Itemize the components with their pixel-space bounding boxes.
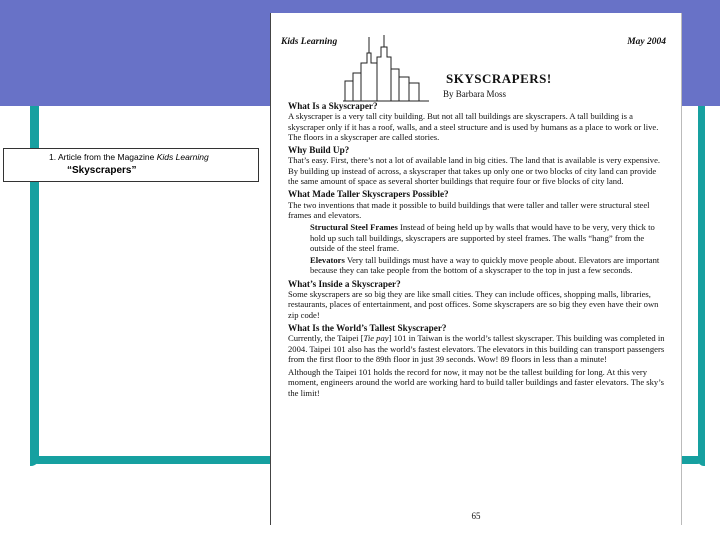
article-title: SKYSCRAPERS! [446, 71, 552, 86]
right-rail [698, 106, 705, 466]
article-body [288, 98, 668, 400]
caption-box [3, 148, 259, 182]
subsection-elevators [310, 255, 668, 276]
section-heading: What Is the World’s Tallest Skyscraper? [288, 322, 447, 333]
subsection-heading: Structural Steel Frames [310, 222, 398, 233]
section-text: A skyscraper is a very tall city building. But not all tall buildings are skyscrapers. A tall building is a skyscraper only if it has a roof, walls, and a steel structure and is used by humans as a place to work or live. The floors in a skyscraper are called stories. [288, 111, 659, 142]
subsection-text: Very tall buildings must have a way to quickly move people about. Elevators are important because they can take people from the bottom of a skyscraper to the top in just a few seconds. [310, 255, 660, 276]
subsection-text: Instead of being held up by walls that would have to be very, very thick to hold up such tall buildings, skyscrapers are supported by steel frames. The walls “hang” from the outside of the steel frame. [310, 222, 655, 253]
skyline-icon [343, 33, 433, 103]
article-page [270, 13, 682, 525]
issue-date: May 2004 [627, 37, 666, 47]
section-heading: Why Build Up? [288, 145, 350, 156]
section-heading: What’s Inside a Skyscraper? [288, 278, 401, 289]
subsection-heading: Elevators [310, 255, 345, 266]
article-byline: By Barbara Moss [443, 89, 506, 99]
section-heading: What Is a Skyscraper? [288, 101, 378, 111]
caption-prefix: 1. Article from the Magazine [49, 152, 157, 162]
article-header [281, 37, 666, 47]
caption-magazine: Kids Learning [156, 152, 209, 162]
magazine-name: Kids Learning [281, 37, 338, 47]
pronunciation: Tie pay [363, 333, 389, 344]
subsection-steel-frames [310, 222, 668, 253]
section-text: That’s easy. First, there’s not a lot of available land in big cities. The land that is available is very expensive. By building up instead of across, a skyscraper that takes up only one or two blocks of city land can provide the same amount of space as several shorter buildings that require four or five blocks of city land. [288, 155, 661, 187]
closing-paragraph: Although the Taipei 101 holds the record for now, it may not be the tallest building for long. At this very moment, engineers around the world are working hard to build taller buildings and faster elevators. The sky’s the limit! [288, 367, 664, 398]
caption-title: “Skyscrapers” [67, 165, 137, 176]
section-heading: What Made Taller Skyscrapers Possible? [288, 189, 449, 200]
text-fragment: ] 101 in Taiwan is the world’s tallest skyscraper. This building was completed in 2004. Taipei 101 also has the world’s fastest elevators. The elevators in this building can transport passengers from the first floor to the 89th floor in just 39 seconds. Wow! 89 floors in less than a minute! [288, 333, 665, 364]
section-text: Some skyscrapers are so big they are like small cities. They can include offices, shopping malls, libraries, restaurants, places of entertainment, and post offices. Some skyscrapers are so big they even have their own zip code! [288, 289, 659, 320]
text-fragment: Currently, the Taipei [ [288, 333, 364, 344]
page-number: 65 [471, 511, 481, 521]
section-text [288, 333, 668, 364]
section-text: The two inventions that made it possible to build buildings that were taller and taller were structural steel frames and elevators. [288, 199, 650, 220]
